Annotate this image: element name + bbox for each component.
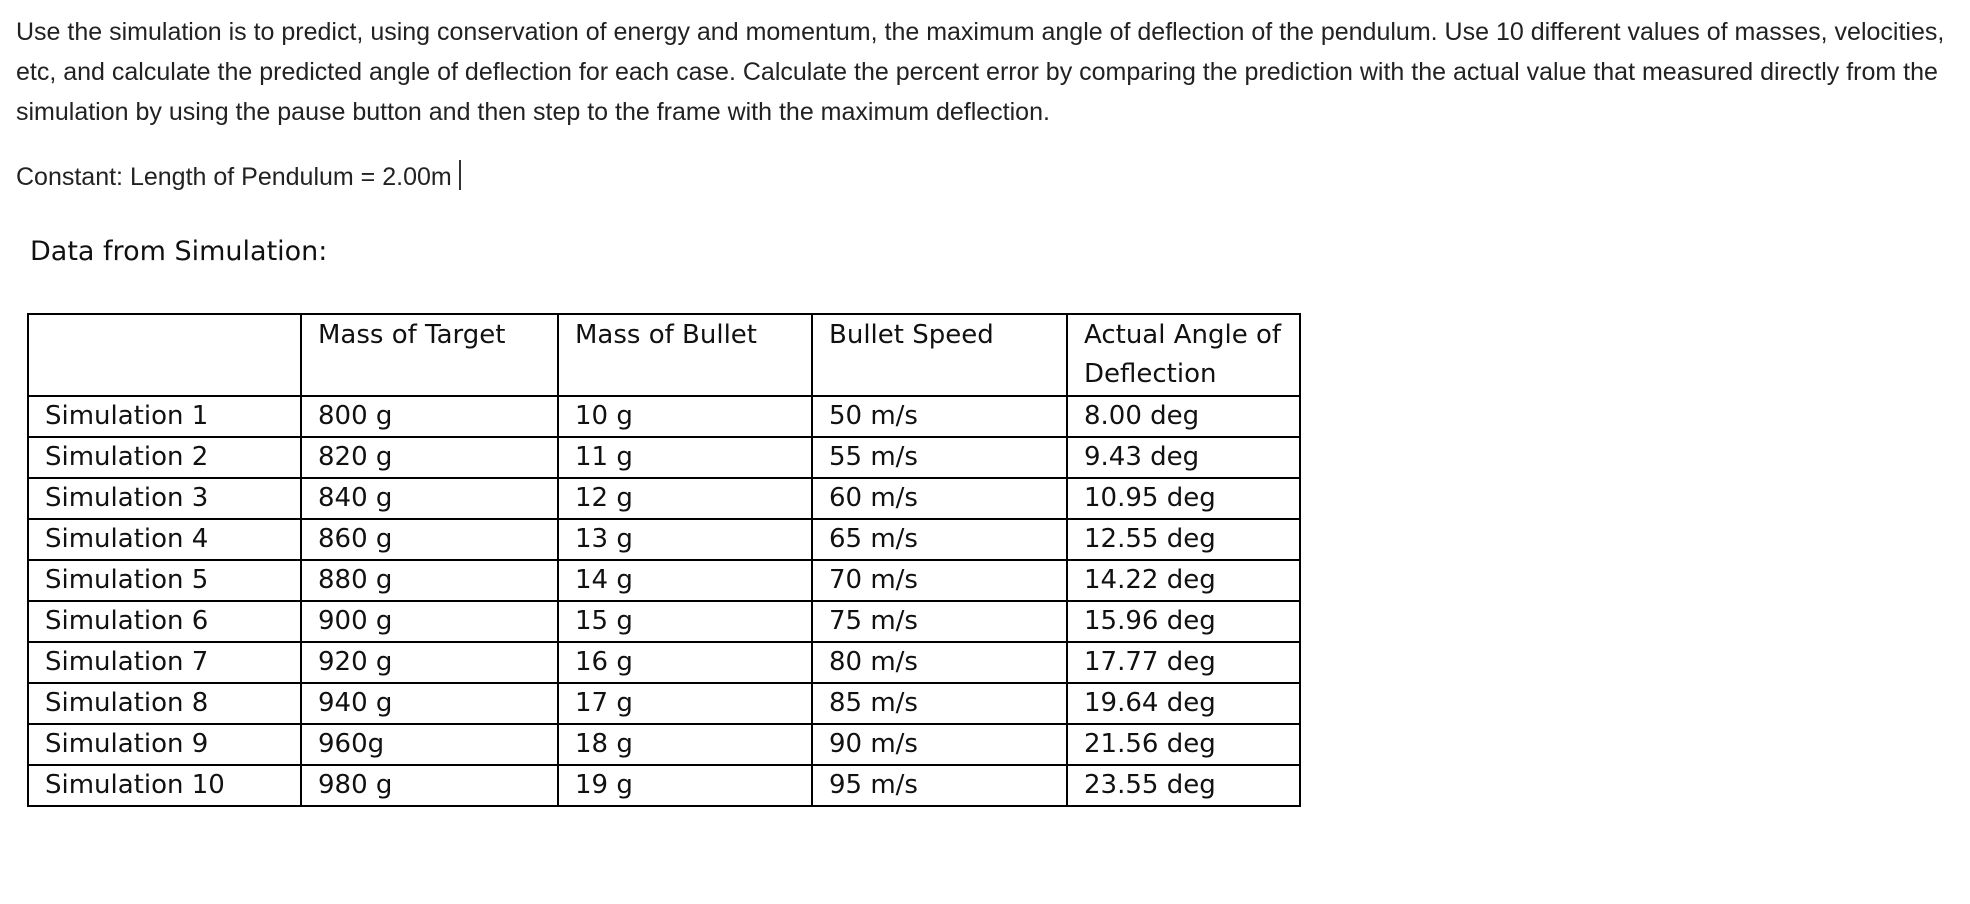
table-cell: Simulation 2 (28, 437, 301, 478)
table-cell: 920 g (301, 642, 558, 683)
table-row (28, 478, 1300, 519)
table-header-row (28, 314, 1300, 396)
table-cell: 19 g (558, 765, 812, 806)
table-cell: 880 g (301, 560, 558, 601)
table-row (28, 724, 1300, 765)
table-cell: 55 m/s (812, 437, 1067, 478)
table-cell: 19.64 deg (1067, 683, 1300, 724)
header-cell: Mass of Target (301, 314, 558, 396)
table-cell: 70 m/s (812, 560, 1067, 601)
table-cell: 75 m/s (812, 601, 1067, 642)
table-row (28, 642, 1300, 683)
table-cell: 18 g (558, 724, 812, 765)
text-cursor (459, 160, 461, 190)
table-cell: 840 g (301, 478, 558, 519)
table-cell: 60 m/s (812, 478, 1067, 519)
table-cell: 860 g (301, 519, 558, 560)
constant-line[interactable] (16, 157, 461, 197)
table-cell: 23.55 deg (1067, 765, 1300, 806)
table-cell: Simulation 4 (28, 519, 301, 560)
table-cell: Simulation 3 (28, 478, 301, 519)
table-cell: 960g (301, 724, 558, 765)
table-cell: Simulation 6 (28, 601, 301, 642)
table-cell: 15 g (558, 601, 812, 642)
table-cell: 820 g (301, 437, 558, 478)
table-cell: 90 m/s (812, 724, 1067, 765)
header-cell (28, 314, 301, 396)
table-cell: 15.96 deg (1067, 601, 1300, 642)
header-cell: Bullet Speed (812, 314, 1067, 396)
table-cell: 10 g (558, 396, 812, 437)
table-cell: 9.43 deg (1067, 437, 1300, 478)
table-cell: 980 g (301, 765, 558, 806)
table-cell: 85 m/s (812, 683, 1067, 724)
table-cell: 80 m/s (812, 642, 1067, 683)
table-cell: 14.22 deg (1067, 560, 1300, 601)
table-cell: 900 g (301, 601, 558, 642)
table-cell: 940 g (301, 683, 558, 724)
table-cell: 21.56 deg (1067, 724, 1300, 765)
table-cell: 13 g (558, 519, 812, 560)
table-cell: 50 m/s (812, 396, 1067, 437)
table-row (28, 765, 1300, 806)
table-cell: 95 m/s (812, 765, 1067, 806)
table-cell: Simulation 9 (28, 724, 301, 765)
table-cell: Simulation 7 (28, 642, 301, 683)
section-heading: Data from Simulation: (30, 236, 328, 267)
table-row (28, 560, 1300, 601)
table-cell: 800 g (301, 396, 558, 437)
table-cell: 11 g (558, 437, 812, 478)
table-cell: Simulation 8 (28, 683, 301, 724)
table-cell: Simulation 1 (28, 396, 301, 437)
table-row (28, 683, 1300, 724)
header-cell: Actual Angle of Deflection (1067, 314, 1300, 396)
table-cell: Simulation 10 (28, 765, 301, 806)
table-cell: 16 g (558, 642, 812, 683)
constant-text: Constant: Length of Pendulum = 2.00m (16, 163, 452, 191)
table-cell: 12 g (558, 478, 812, 519)
table-cell: 10.95 deg (1067, 478, 1300, 519)
instructions-paragraph: Use the simulation is to predict, using conservation of energy and momentum, the maximum angle of deflection of the pendulum. Use 10 different values of masses, velocities, etc, and calculate the predicted angle of deflection for each case. Calculate the percent error by comparing the prediction with the actual value that measured directly from the simulation by using the pause button and then step to the frame with the maximum deflection. (16, 18, 1945, 126)
table-cell: Simulation 5 (28, 560, 301, 601)
table-cell: 65 m/s (812, 519, 1067, 560)
table-row (28, 437, 1300, 478)
simulation-data-table (27, 313, 1301, 807)
header-cell: Mass of Bullet (558, 314, 812, 396)
table-cell: 14 g (558, 560, 812, 601)
table-row (28, 519, 1300, 560)
table-row (28, 601, 1300, 642)
table-cell: 8.00 deg (1067, 396, 1300, 437)
table-row (28, 396, 1300, 437)
table-cell: 17.77 deg (1067, 642, 1300, 683)
table-cell: 12.55 deg (1067, 519, 1300, 560)
table-cell: 17 g (558, 683, 812, 724)
